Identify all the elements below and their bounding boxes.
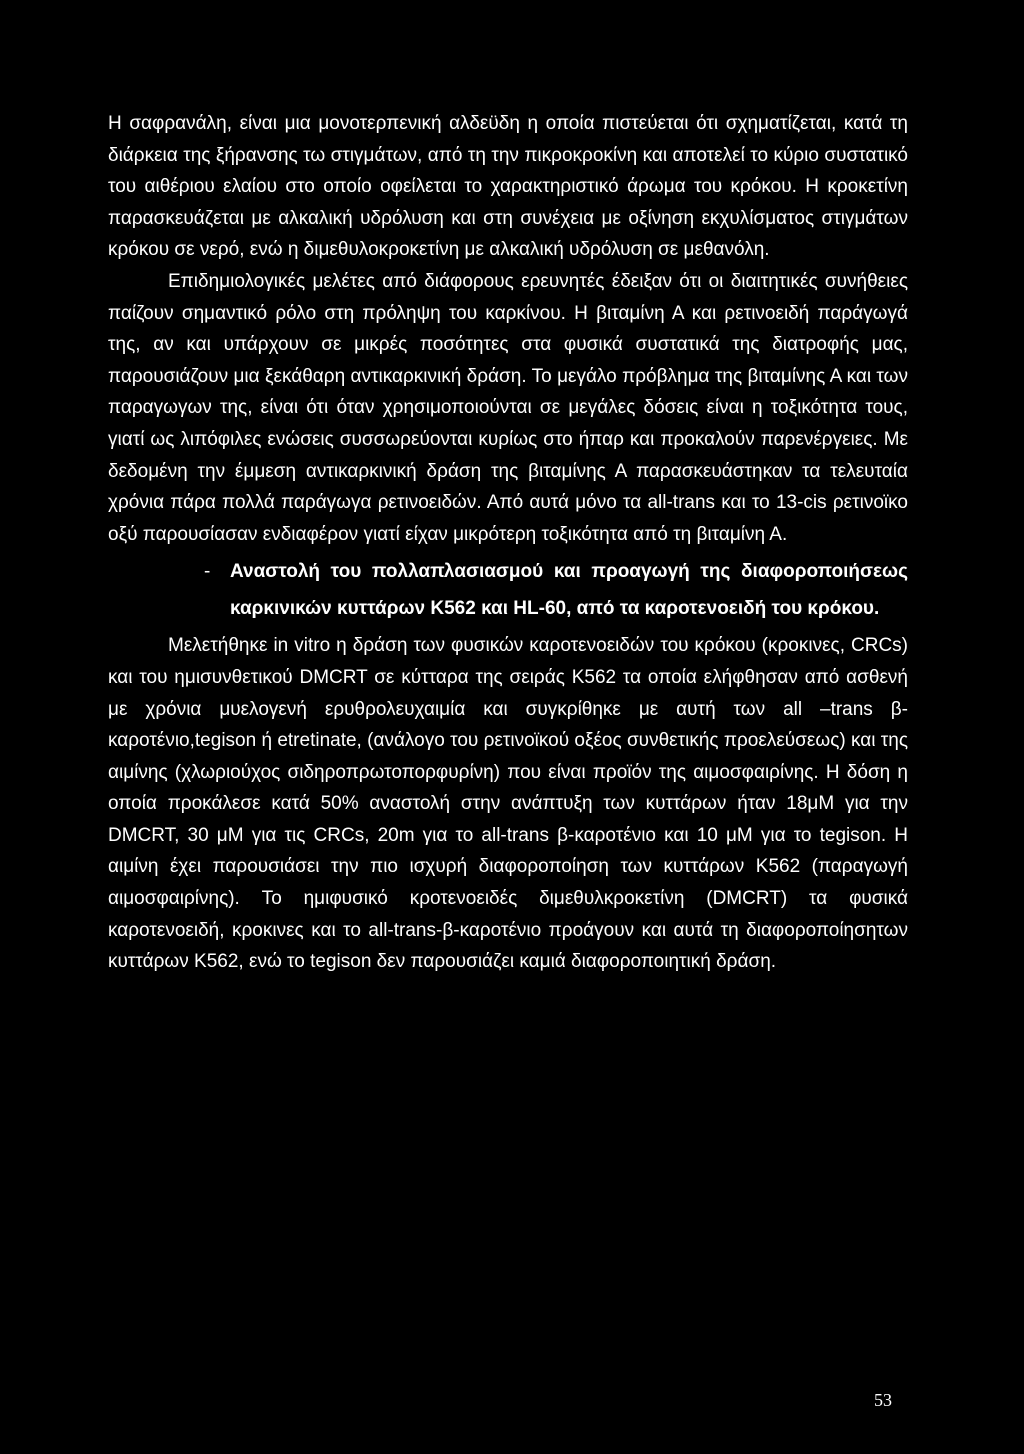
page-number: 53 <box>874 1390 892 1410</box>
paragraph-in-vitro-study: Μελετήθηκε in vitro η δράση των φυσικών καροτενοειδών του κρόκου (κροκινες, CRCs) και του ημισυνθετικού DMCRT σε κύτταρα της σειράς K562 τα οποία ελήφθησαν από ασθενή με χρόνια μυελογενή ερυθρολευχαιμία και συγκρίθηκε με αυτή των all –trans β-καροτένιο,tegison ή etretinate, (ανάλογο του ρετινοϊκού οξέος συνθετικής προελεύσεως) και της αιμίνης (χλωριούχος σιδηροπρωτοπορφυρίνη) που είναι προϊόν της αιμοσφαιρίνης. Η δόση η οποία προκάλεσε κατά 50% αναστολή στην ανάπτυξη των κυττάρων ήταν 18μΜ για την DMCRT, 30 μΜ για τις CRCs, 20m για το all-trans β-καροτένιο και 10 μΜ για το tegison. Η αιμίνη έχει παρουσιάσει την πιο ισχυρή διαφοροποίηση των κυττάρων K562 (παραγωγή αιμοσφαιρίνης). Το ημιφυσικό κροτενοειδές διμεθυλκροκετίνη (DMCRT) τα φυσικά καροτενοειδή, κροκινες και το all-trans-β-καροτένιο προάγουν και αυτά τη διαφοροποίησητων κυττάρων K562, ενώ το tegison δεν παρουσιάζει καμιά διαφοροποιητική δράση. <box>108 635 908 973</box>
document-body <box>108 108 908 978</box>
section-heading <box>108 550 908 630</box>
paragraph-epidemiology: Επιδημιολογικές μελέτες από διάφορους ερευνητές έδειξαν ότι οι διαιτητικές συνήθειες παίζουν σημαντικό ρόλο στη πρόληψη του καρκίνου. Η βιταμίνη Α και ρετινοειδή παράγωγά της, αν και υπάρχουν σε μικρές ποσότητες στα φυσικά συστατικά της διατροφής μας, παρουσιάζουν μια ξεκάθαρη αντικαρκινική δράση. Το μεγάλο πρόβλημα της βιταμίνης Α και των παραγωγων της, είναι ότι όταν χρησιμοποιούνται σε μεγάλες δόσεις είναι η τοξικότητα τους, γιατί ως λιπόφιλες ενώσεις συσσωρεύονται κυρίως στο ήπαρ και προκαλούν παρενέργειες. Με δεδομένη την έμμεση αντικαρκινική δράση της βιταμίνης Α παρασκευάστηκαν τα τελευταία χρόνια πάρα πολλά παράγωγα ρετινοειδών. Από αυτά μόνο τα all-trans και το 13-cis ρετινοϊκο οξύ παρουσίασαν ενδιαφέρον γιατί είχαν μικρότερη τοξικότητα από τη βιταμίνη Α. <box>108 270 908 545</box>
section-heading-text: Αναστολή του πολλαπλασιασμού και προαγωγή της διαφοροποιήσεως καρκινικών κυττάρων K562 και HL-60, από τα καροτενοειδή του κρόκου. <box>230 561 908 620</box>
heading-dash: - <box>204 561 211 583</box>
paragraph-saffranal: Η σαφρανάλη, είναι μια μονοτερπενική αλδεϋδη η οποία πιστεύεται ότι σχηματίζεται, κατά τη διάρκεια της ξήρανσης τω στιγμάτων, από τη την πικροκροκίνη και αποτελεί το κύριο συστατικό του αιθέριου ελαίου στο οποίο οφείλεται το χαρακτηριστικό άρωμα του κρόκου. Η κροκετίνη παρασκευάζεται με αλκαλική υδρόλυση και στη συνέχεια με οξίνηση εκχυλίσματος στιγμάτων κρόκου σε νερό, ενώ η διμεθυλοκροκετίνη με αλκαλική υδρόλυση σε μεθανόλη. <box>108 113 908 261</box>
